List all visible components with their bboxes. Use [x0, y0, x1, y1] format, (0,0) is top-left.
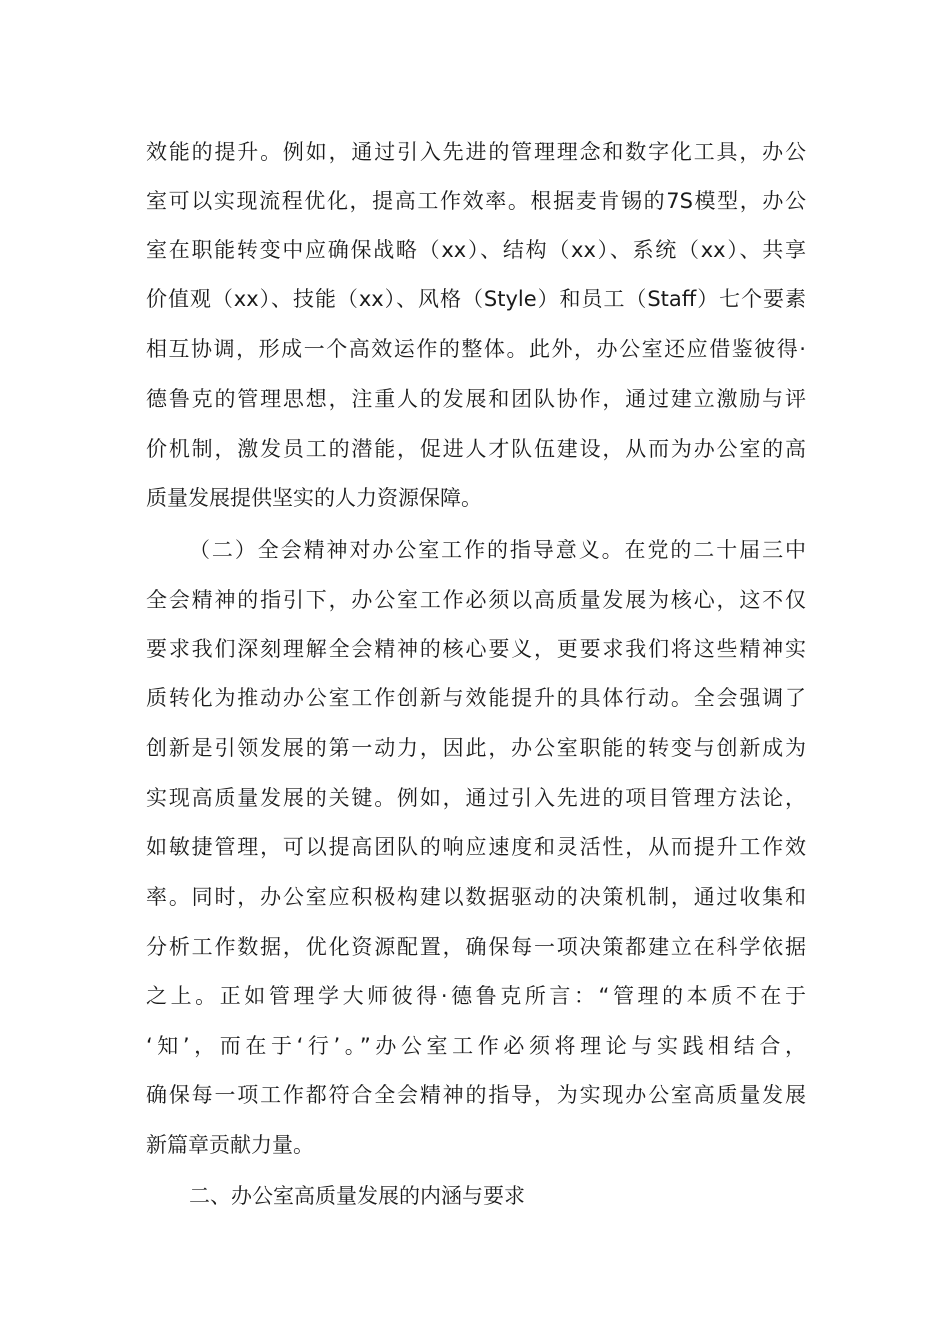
text-line: 如敏捷管理，可以提高团队的响应速度和灵活性，从而提升工作效 [146, 835, 806, 859]
text-line: 相互协调，形成一个高效运作的整体。此外，办公室还应借鉴彼得· [146, 337, 806, 361]
text-line: 确保每一项工作都符合全会精神的指导，为实现办公室高质量发展 [146, 1083, 806, 1107]
text-line: 之上。正如管理学大师彼得·德鲁克所言：“管理的本质不在于 [146, 984, 806, 1008]
text-line: 全会精神的指引下，办公室工作必须以高质量发展为核心，这不仅 [146, 588, 806, 612]
text-line: （二）全会精神对办公室工作的指导意义。在党的二十届三中 [189, 538, 806, 562]
text-line: 价值观（xx）、技能（xx）、风格（Style）和员工（Staff）七个要素 [146, 287, 806, 311]
text-line: 率。同时，办公室应积极构建以数据驱动的决策机制，通过收集和 [146, 885, 806, 909]
text-line: 创新是引领发展的第一动力，因此，办公室职能的转变与创新成为 [146, 736, 806, 760]
text-line: 价机制，激发员工的潜能，促进人才队伍建设，从而为办公室的高 [146, 437, 806, 461]
text-line: 质量发展提供坚实的人力资源保障。 [146, 486, 482, 510]
text-line: 实现高质量发展的关键。例如，通过引入先进的项目管理方法论， [146, 786, 806, 810]
text-line: 新篇章贡献力量。 [146, 1133, 314, 1157]
text-line: 要求我们深刻理解全会精神的核心要义，更要求我们将这些精神实 [146, 637, 806, 661]
text-line: ‘知’，而在于‘行’。”办公室工作必须将理论与实践相结合， [146, 1034, 806, 1058]
text-line: 分析工作数据，优化资源配置，确保每一项决策都建立在科学依据 [146, 935, 806, 959]
text-line: 效能的提升。例如，通过引入先进的管理理念和数字化工具，办公 [146, 140, 806, 164]
text-line: 室可以实现流程优化，提高工作效率。根据麦肯锡的7S模型，办公 [146, 189, 806, 213]
text-line: 室在职能转变中应确保战略（xx）、结构（xx）、系统（xx）、共享 [146, 238, 806, 262]
text-line: 德鲁克的管理思想，注重人的发展和团队协作，通过建立激励与评 [146, 387, 806, 411]
section-heading: 二、办公室高质量发展的内涵与要求 [189, 1184, 525, 1208]
text-line: 质转化为推动办公室工作创新与效能提升的具体行动。全会强调了 [146, 686, 806, 710]
